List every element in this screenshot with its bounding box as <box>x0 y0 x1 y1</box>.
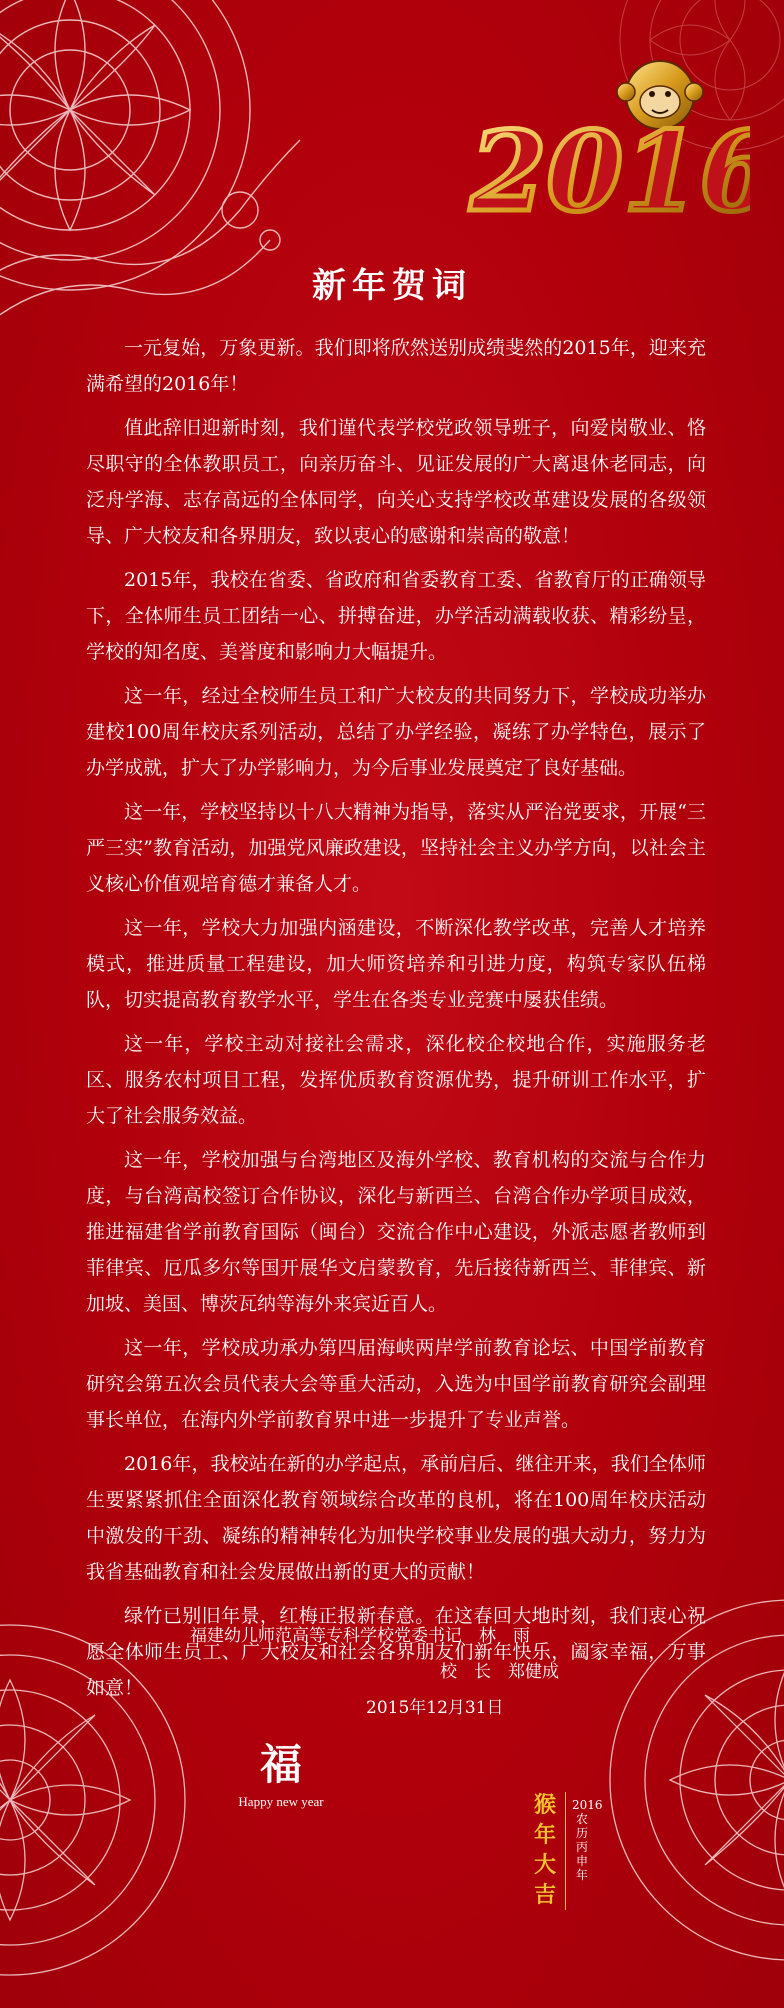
paragraph: 这一年，经过全校师生员工和广大校友的共同努力下，学校成功举办建校100周年校庆系列活动，总结了办学经验，凝练了办学特色，展示了办学成就，扩大了办学影响力，为今后事业发展奠定了良好基础。 <box>86 685 706 779</box>
page-title: 新年贺词 <box>312 266 472 306</box>
paragraph: 这一年，学校坚持以十八大精神为指导，落实从严治党要求，开展“三严三实”教育活动，加强党风廉政建设，坚持社会主义办学方向，以社会主义核心价值观培育德才兼备人才。 <box>86 801 706 895</box>
seal-divider <box>565 1792 566 1910</box>
paragraph: 2015年，我校在省委、省政府和省委教育工委、省教育厅的正确领导下，全体师生员工团结一心、拼搏奋进，办学活动满载收获、精彩纷呈，学校的知名度、美誉度和影响力大幅提升。 <box>86 569 706 663</box>
paragraph: 一元复始，万象更新。我们即将欣然送别成绩斐然的2015年，迎来充满希望的2016年！ <box>86 337 706 395</box>
paper-cut-ornament-bottom-right <box>600 1560 784 2000</box>
signature-president: 校 长 郑健成 <box>440 1662 559 1682</box>
paragraph: 这一年，学校成功承办第四届海峡两岸学前教育论坛、中国学前教育研究会第五次会员代表大会等重大活动，入选为中国学前教育研究会副理事长单位，在海内外学前教育界中进一步提升了专业声誉。 <box>86 1337 706 1431</box>
fu-character: 福 <box>259 1740 302 1789</box>
paragraph: 值此辞旧迎新时刻，我们谨代表学校党政领导班子，向爱岗敬业、恪尽职守的全体教职员工，向亲历奋斗、见证发展的广大离退休老同志，向泛舟学海、志存高远的全体同学，向关心支持学校改革建设发展的各级领导、广大校友和各界朋友，致以衷心的感谢和崇高的敬意！ <box>86 417 706 547</box>
paragraph: 这一年，学校加强与台湾地区及海外学校、教育机构的交流与合作力度，与台湾高校签订合作协议，深化与新西兰、台湾合作办学项目成效，推进福建省学前教育国际（闽台）交流合作中心建设，外派志愿者教师到菲律宾、厄瓜多尔等国开展华文启蒙教育，先后接待新西兰、菲律宾、新加坡、美国、博茨瓦纳等海外来宾近百人。 <box>86 1149 706 1315</box>
happy-new-year-badge <box>226 1732 336 1810</box>
paragraph: 绿竹已别旧年景，红梅正报新春意。在这春回大地时刻，我们衷心祝愿全体师生员工、广大校友和社会各界朋友们新年快乐，阖家幸福，万事如意！ <box>86 1605 706 1699</box>
lunar-year-text: 2016农历丙申年 <box>572 1798 603 1882</box>
paragraph: 这一年，学校主动对接社会需求，深化校企校地合作，实施服务老区、服务农村项目工程，发挥优质教育资源优势，提升研训工作水平，扩大了社会服务效益。 <box>86 1033 706 1127</box>
paragraph: 2016年，我校站在新的办学起点，承前启后、继往开来，我们全体师生要紧紧抓住全面深化教育领域综合改革的良机，将在100周年校庆活动中激发的干劲、凝练的精神转化为加快学校事业发展的强大动力，努力为我省基础教育和社会发展做出新的更大的贡献！ <box>86 1453 706 1583</box>
monkey-year-text: 猴年大吉 <box>533 1792 556 1908</box>
logo-text: 2016 <box>470 107 750 236</box>
happy-new-year-text: Happy new year <box>238 1794 324 1809</box>
year-2016-logo <box>450 40 750 240</box>
paragraph: 这一年，学校大力加强内涵建设，不断深化教学改革，完善人才培养模式，推进质量工程建设，加大师资培养和引进力度，构筑专家队伍梯队，切实提高教育教学水平，学生在各类专业竞赛中屡获佳绩。 <box>86 917 706 1011</box>
signature-date: 2015年12月31日 <box>366 1698 504 1718</box>
lunar-year-label <box>572 1798 603 1882</box>
letter-body <box>86 330 706 1714</box>
signature-secretary: 福建幼儿师范高等专科学校党委书记 林 雨 <box>190 1626 530 1646</box>
paper-cut-ornament-bottom-left <box>0 1600 190 2008</box>
monkey-year-seal <box>530 1790 560 1910</box>
paper-cut-ornament-top-left <box>0 0 360 380</box>
